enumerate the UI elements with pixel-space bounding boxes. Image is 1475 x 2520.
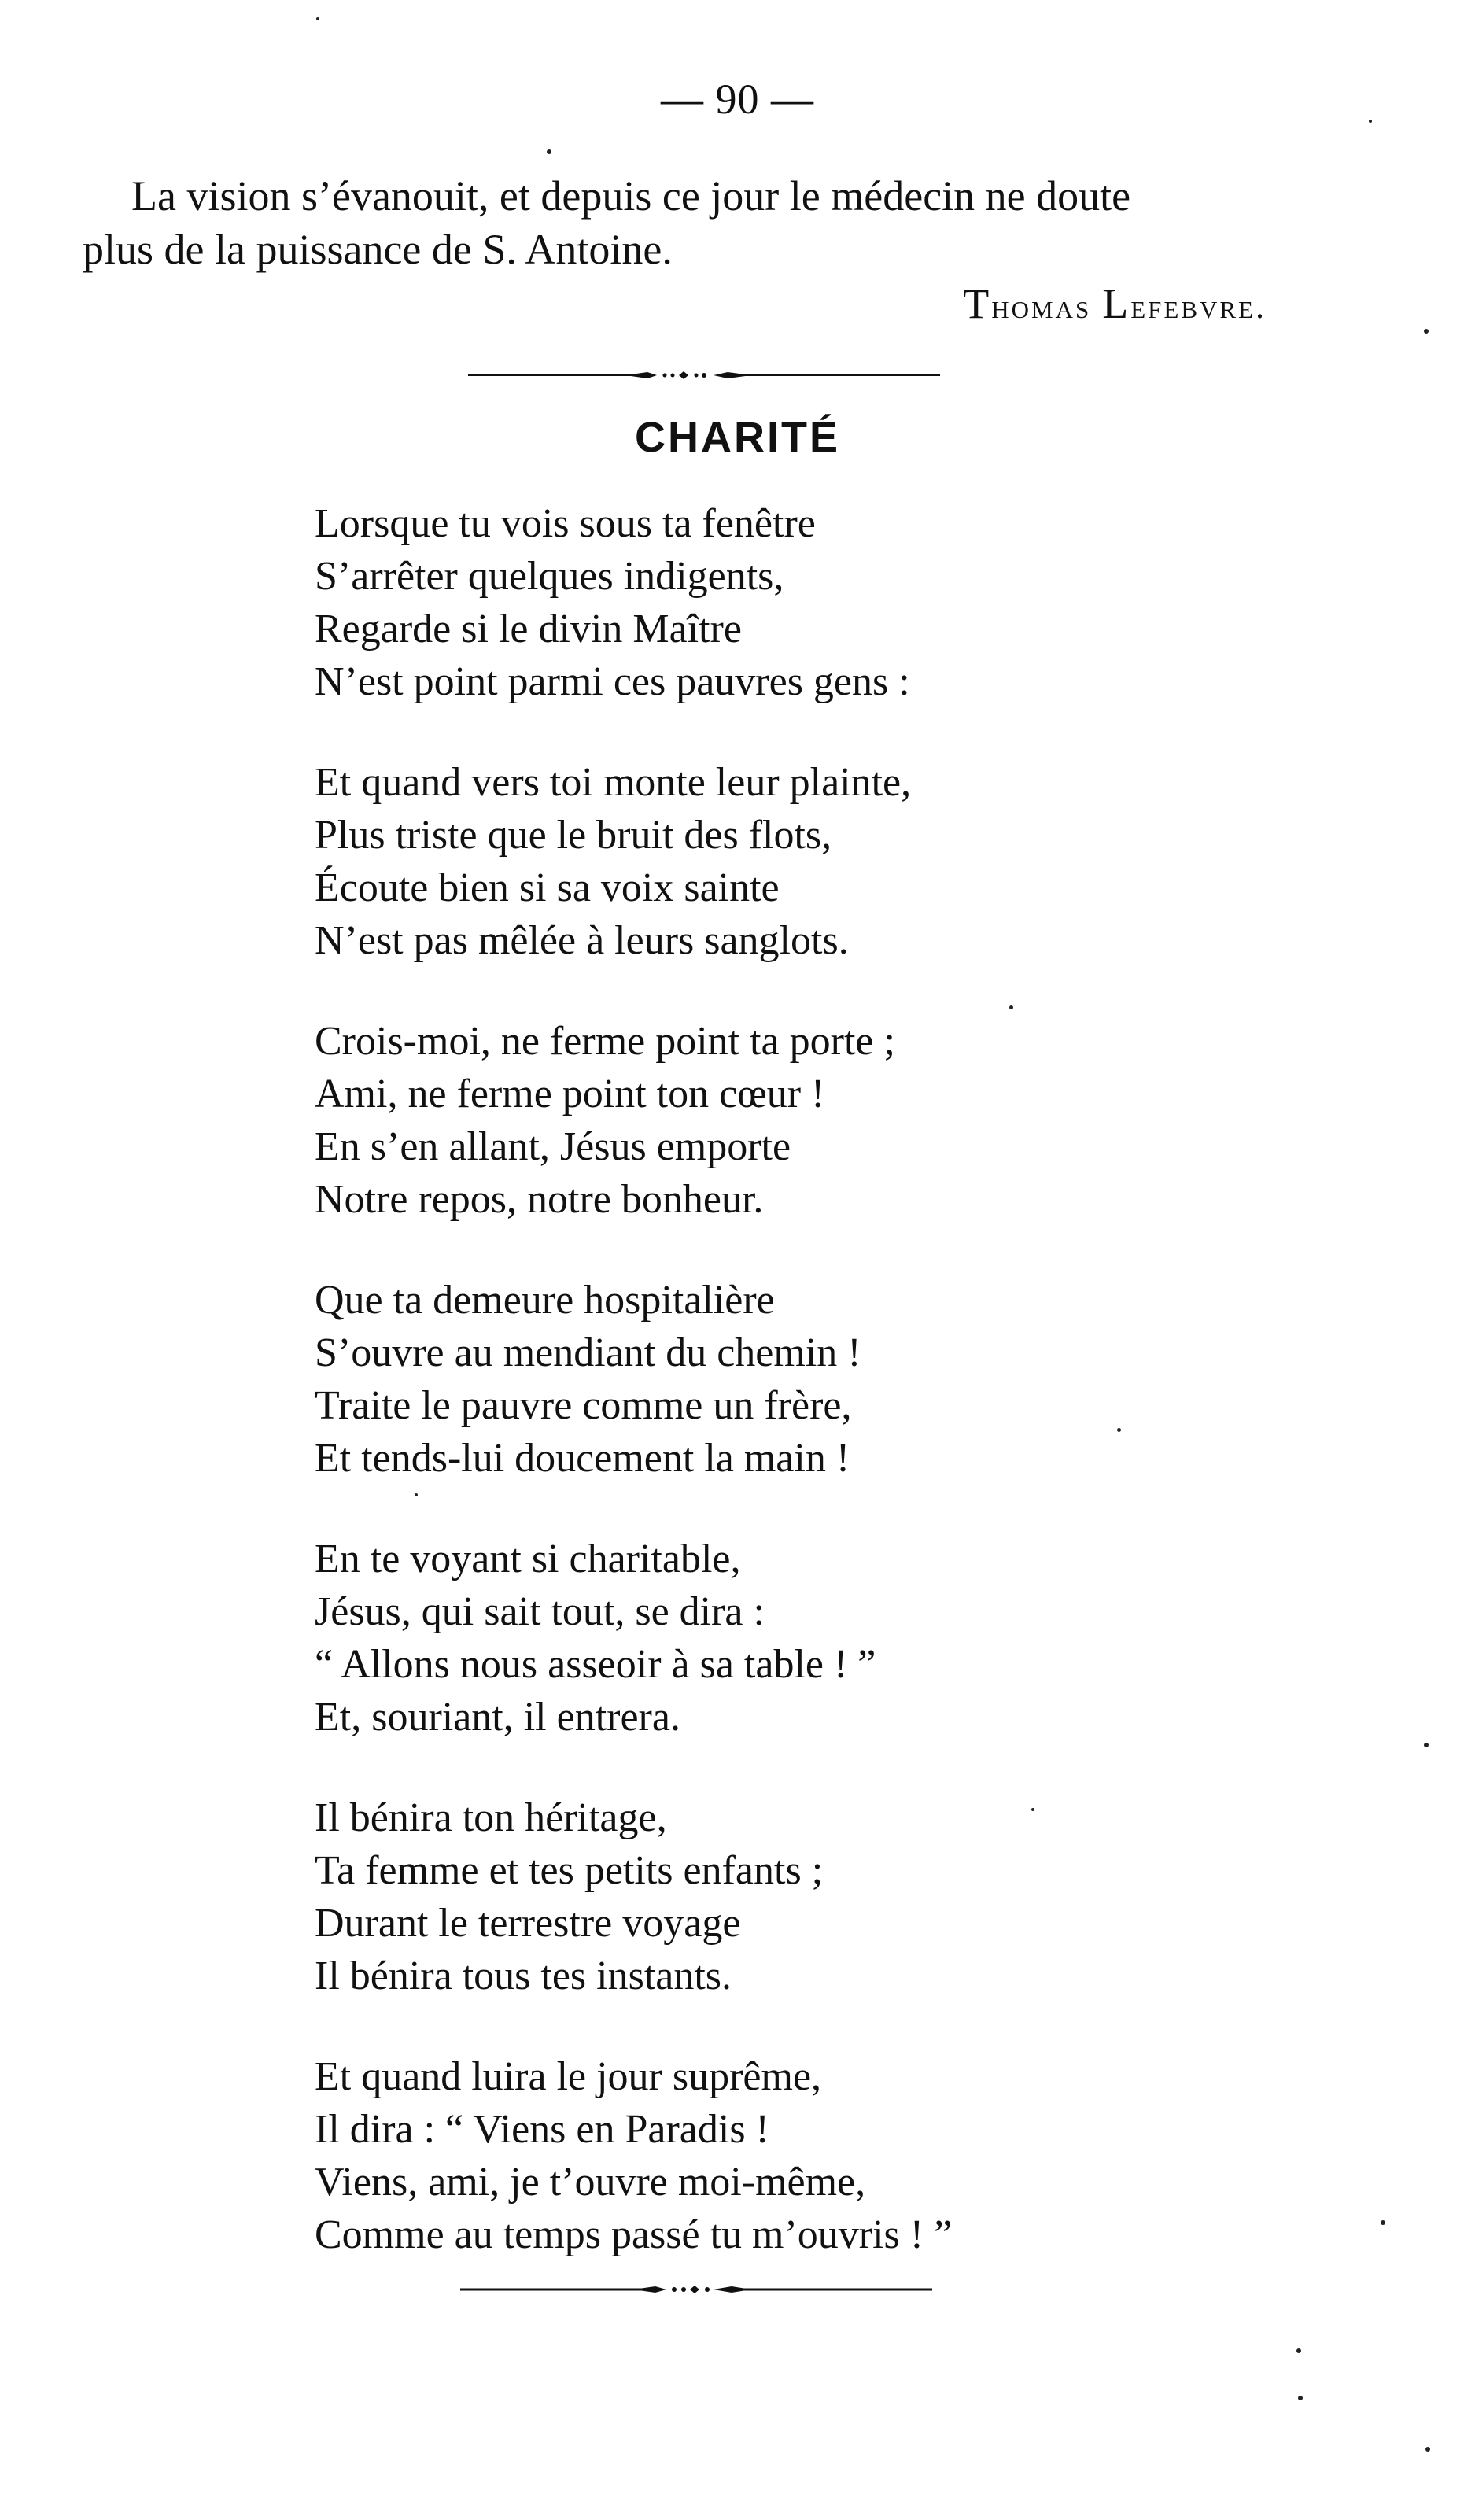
poem-title: CHARITÉ	[635, 414, 840, 461]
prose-paragraph	[83, 169, 1294, 276]
scan-speck	[1424, 1743, 1429, 1747]
scan-speck	[1369, 120, 1372, 123]
scan-speck	[1298, 2396, 1303, 2400]
poem-verse: Que ta demeure hospitalière	[315, 1278, 775, 1323]
scan-speck	[1424, 329, 1429, 334]
prose-line: La vision s’évanouit, et depuis ce jour le médecin ne doute	[131, 172, 1131, 220]
scan-speck	[415, 1493, 418, 1496]
poem-verse: Crois-moi, ne ferme point ta porte ;	[315, 1019, 895, 1064]
scan-speck	[1031, 1808, 1034, 1811]
poem-verse: Et, souriant, il entrera.	[315, 1695, 680, 1740]
section-divider-ornament	[468, 363, 940, 387]
poem-verse: Durant le terrestre voyage	[315, 1901, 741, 1946]
poem-verse: Plus triste que le bruit des flots,	[315, 813, 832, 858]
poem-verse: S’arrêter quelques indigents,	[315, 554, 784, 599]
poem-stanza	[315, 1274, 1180, 1485]
poem-verse: N’est point parmi ces pauvres gens :	[315, 659, 910, 704]
poem-stanza	[315, 1791, 1180, 2002]
poem-verse: En s’en allant, Jésus emporte	[315, 1124, 791, 1169]
poem-verse: Jésus, qui sait tout, se dira :	[315, 1589, 765, 1634]
scan-speck	[1296, 2348, 1301, 2353]
scan-speck	[316, 17, 319, 20]
poem-body	[315, 497, 1180, 2261]
poem-verse: Viens, ami, je t’ouvre moi-même,	[315, 2160, 866, 2205]
poem-verse: Et quand luira le jour suprême,	[315, 2054, 822, 2099]
poem-verse: Lorsque tu vois sous ta fenêtre	[315, 501, 816, 546]
poem-stanza	[315, 1015, 1180, 1226]
prose-line: plus de la puissance de S. Antoine.	[83, 226, 673, 273]
poem-verse: Regarde si le divin Maître	[315, 607, 742, 651]
poem-stanza	[315, 1533, 1180, 1743]
end-divider-ornament	[460, 2278, 932, 2301]
signature-first-name: homas	[991, 287, 1092, 326]
signature-initial: T	[963, 280, 992, 327]
author-signature	[963, 279, 1267, 328]
poem-stanza	[315, 2050, 1180, 2261]
poem-verse: S’ouvre au mendiant du chemin !	[315, 1330, 861, 1375]
poem-verse: “ Allons nous asseoir à sa table ! ”	[315, 1642, 876, 1687]
poem-stanza	[315, 756, 1180, 967]
poem-verse: Il bénira tous tes instants.	[315, 1954, 732, 1998]
poem-verse: Et tends-lui doucement la main !	[315, 1436, 850, 1481]
poem-verse: Ta femme et tes petits enfants ;	[315, 1848, 824, 1893]
scan-speck	[1117, 1428, 1121, 1432]
scan-speck	[1381, 2220, 1385, 2225]
page-number: — 90 —	[661, 76, 814, 123]
poem-verse: Écoute bien si sa voix sainte	[315, 865, 780, 910]
poem-verse: Comme au temps passé tu m’ouvris ! ”	[315, 2212, 953, 2257]
scan-speck	[547, 149, 551, 154]
scan-speck	[1009, 1005, 1013, 1009]
poem-verse: Il dira : “ Viens en Paradis !	[315, 2107, 769, 2152]
poem-verse: En te voyant si charitable,	[315, 1537, 741, 1581]
signature-last-name: efebvre.	[1130, 287, 1267, 326]
poem-verse: Et quand vers toi monte leur plainte,	[315, 760, 912, 805]
poem-verse: N’est pas mêlée à leurs sanglots.	[315, 918, 849, 963]
poem-verse: Notre repos, notre bonheur.	[315, 1177, 764, 1222]
poem-stanza	[315, 497, 1180, 708]
poem-verse: Ami, ne ferme point ton cœur !	[315, 1072, 825, 1116]
scan-speck	[1425, 2447, 1430, 2452]
signature-initial: L	[1102, 280, 1131, 327]
poem-verse: Il bénira ton héritage,	[315, 1795, 667, 1840]
poem-verse: Traite le pauvre comme un frère,	[315, 1383, 852, 1428]
